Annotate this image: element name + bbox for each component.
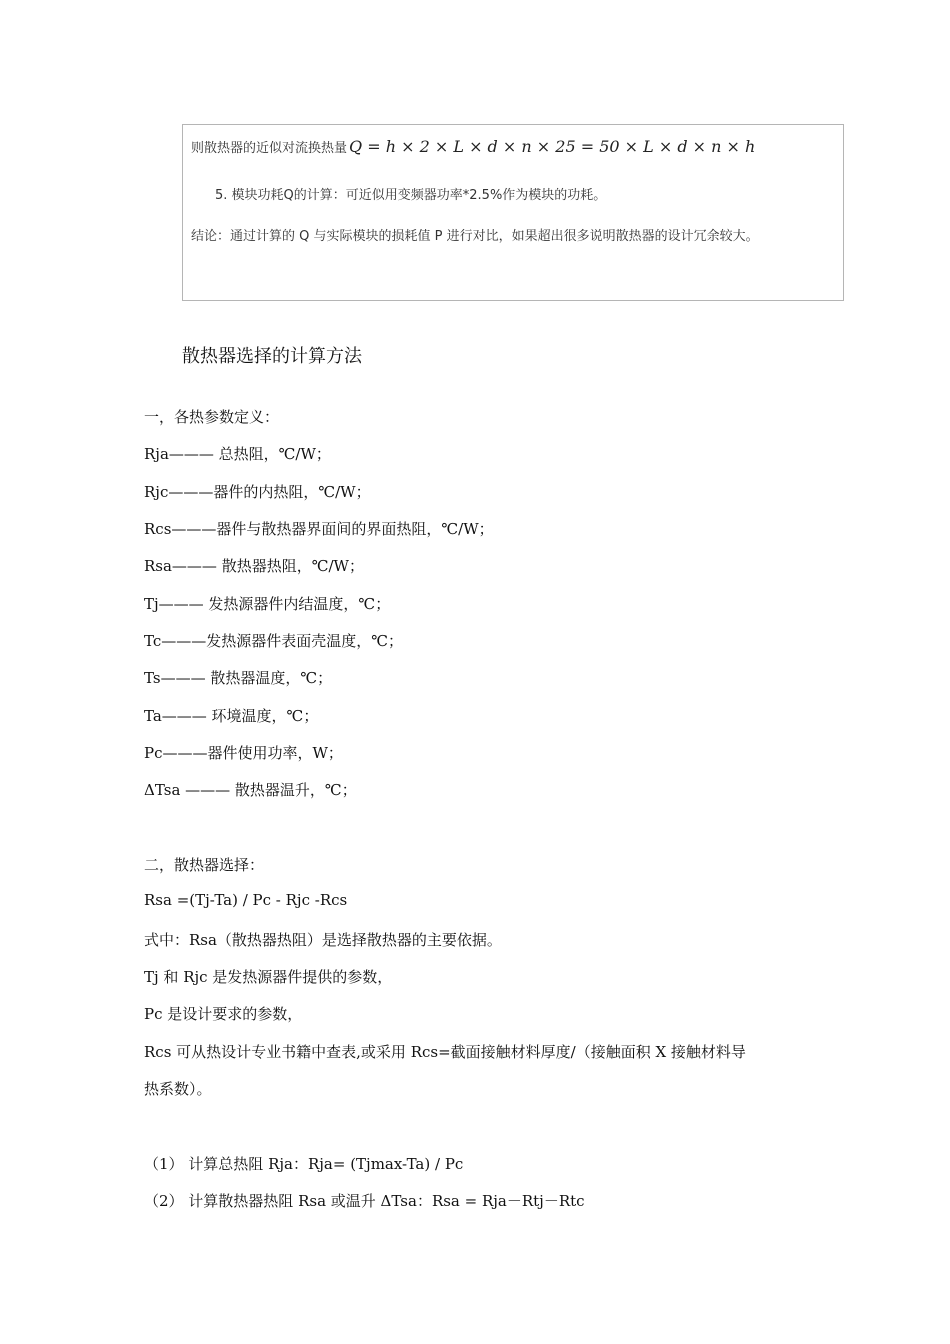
rsa-formula: Rsa =(Tj-Ta) / Pc - Rjc -Rcs — [144, 891, 348, 909]
definition-item: Tc———发热源器件表面壳温度，℃； — [144, 632, 404, 650]
body-line: 式中：Rsa（散热器热阻）是选择散热器的主要依据。 — [144, 931, 502, 949]
body-line: Pc 是设计要求的参数， — [144, 1005, 303, 1023]
section1-heading: 一，各热参数定义： — [144, 408, 280, 426]
definition-item: Rcs———器件与散热器界面间的界面热阻，℃/W； — [144, 520, 494, 538]
step-1: （1） 计算总热阻 Rja：Rja= (Tjmax-Ta) / Pc — [144, 1155, 464, 1173]
definition-item: Tj——— 发热源器件内结温度，℃； — [144, 595, 391, 613]
definition-item: Rjc———器件的内热阻，℃/W； — [144, 483, 371, 501]
definition-item: Ts——— 散热器温度，℃； — [144, 669, 333, 687]
excerpt-box — [182, 124, 844, 301]
definition-item: ΔTsa ——— 散热器温升，℃； — [144, 781, 357, 799]
convection-heat-line — [191, 137, 755, 156]
definition-item: Ta——— 环境温度，℃； — [144, 707, 319, 725]
body-line: Tj 和 Rjc 是发热源器件提供的参数， — [144, 968, 393, 986]
body-line: 热系数）。 — [144, 1080, 212, 1098]
convection-heat-formula: Q = h × 2 × L × d × n × 25 = 50 × L × d × n × h — [349, 137, 756, 156]
definition-item: Rja——— 总热阻，℃/W； — [144, 445, 331, 463]
definition-item: Rsa——— 散热器热阻，℃/W； — [144, 557, 364, 575]
conclusion-line: 结论：通过计算的 Q 与实际模块的损耗值 P 进行对比，如果超出很多说明散热器的设计冗余较大。 — [191, 229, 759, 244]
convection-heat-text: 则散热器的近似对流换热量 — [191, 141, 348, 156]
definition-item: Pc———器件使用功率，W； — [144, 744, 343, 762]
body-line: Rcs 可从热设计专业书籍中查表,或采用 Rcs=截面接触材料厚度/（接触面积 X 接触材料导 — [144, 1043, 746, 1061]
module-power-line: 5. 模块功耗Q的计算：可近似用变频器功率*2.5%作为模块的功耗。 — [215, 188, 607, 203]
section2-heading: 二，散热器选择： — [144, 856, 265, 874]
page-title: 散热器选择的计算方法 — [182, 346, 362, 367]
step-2: （2） 计算散热器热阻 Rsa 或温升 ΔTsa：Rsa = Rja－Rtj－Rtc — [144, 1192, 585, 1210]
